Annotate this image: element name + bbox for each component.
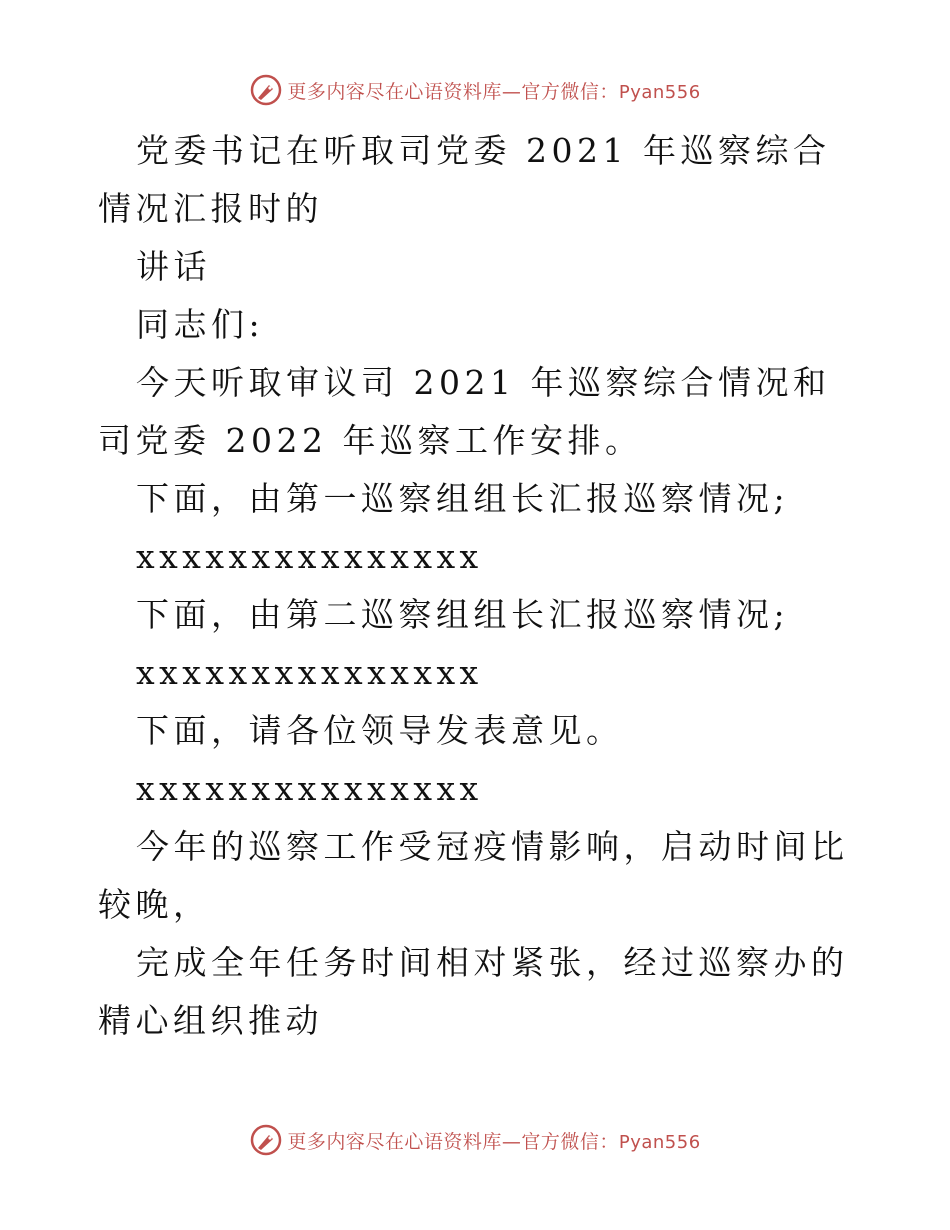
document-body (0, 122, 950, 1050)
watermark-wechat-id: Pyan556 (618, 1131, 701, 1153)
paragraph-salutation: 同志们: (136, 305, 265, 344)
paragraph-body-1: 今年的巡察工作受冠疫情影响，启动时间比较晚， (98, 827, 849, 924)
paragraph-title-cont: 讲话 (136, 247, 211, 286)
footer-watermark (0, 1120, 950, 1160)
paragraph-group1: 下面，由第一巡察组组长汇报巡察情况; (136, 479, 790, 518)
watermark-label: 更多内容尽在心语资料库—官方微信： (287, 80, 619, 103)
paragraph-group2: 下面，由第二巡察组组长汇报巡察情况; (136, 595, 790, 634)
pen-nib-icon (249, 73, 283, 107)
watermark-text (287, 1127, 700, 1154)
watermark-label: 更多内容尽在心语资料库—官方微信： (287, 1130, 619, 1153)
pen-nib-icon (249, 1123, 283, 1157)
paragraph-opinions: 下面，请各位领导发表意见。 (136, 711, 624, 750)
watermark-wechat-id: Pyan556 (618, 81, 701, 103)
header-watermark (0, 70, 950, 110)
paragraph-placeholder-1: xxxxxxxxxxxxxxx (136, 537, 483, 576)
paragraph-title: 党委书记在听取司党委 2021 年巡察综合情况汇报时的 (98, 131, 831, 228)
paragraph-body-2: 完成全年任务时间相对紧张，经过巡察办的精心组织推动 (98, 943, 849, 1040)
paragraph-intro: 今天听取审议司 2021 年巡察综合情况和司党委 2022 年巡察工作安排。 (98, 363, 831, 460)
paragraph-placeholder-2: xxxxxxxxxxxxxxx (136, 653, 483, 692)
watermark-text (287, 77, 700, 104)
paragraph-placeholder-3: xxxxxxxxxxxxxxx (136, 769, 483, 808)
